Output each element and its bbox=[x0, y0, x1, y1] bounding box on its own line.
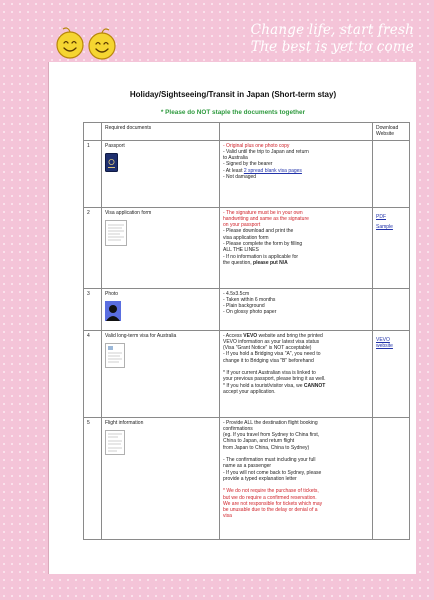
sample-download-link[interactable]: Sample bbox=[376, 223, 393, 230]
row-number: 2 bbox=[84, 207, 102, 288]
form-document-icon bbox=[105, 220, 127, 246]
detail-line: provide a typed explanation letter bbox=[223, 475, 297, 482]
detail-line: VEVO information as your latest visa status bbox=[223, 338, 320, 345]
document-name-label: Passport bbox=[105, 142, 125, 149]
detail-line: accept your application. bbox=[223, 388, 276, 395]
detail-line: (eg. If you travel from Sydney to China first, bbox=[223, 432, 320, 439]
detail-line: - If you hold a Bridging visa "A", you need to bbox=[223, 351, 321, 358]
detail-line: on your passport bbox=[223, 222, 261, 229]
detail-line: - Taken within 6 months bbox=[223, 296, 276, 303]
table-row-visa-form bbox=[84, 207, 410, 288]
table-row-passport bbox=[84, 140, 410, 207]
required-documents-table bbox=[83, 122, 410, 540]
download-cell bbox=[373, 417, 410, 539]
detail-line: from Japan to China, China to Sydney) bbox=[223, 444, 310, 451]
detail-line: to Australia bbox=[223, 155, 248, 162]
row-number: 5 bbox=[84, 417, 102, 539]
detail-line: China to Japan, and return flight bbox=[223, 438, 295, 445]
detail-line: - Please complete the form by filling bbox=[223, 241, 303, 248]
detail-line bbox=[223, 260, 369, 266]
table-header-row bbox=[84, 123, 410, 141]
document-name bbox=[102, 417, 220, 539]
banner-slogan bbox=[251, 22, 414, 56]
detail-bold-text: please put N/A bbox=[253, 259, 288, 266]
slogan-line-1: Change life, start fresh bbox=[250, 22, 414, 38]
detail-line: visa application form bbox=[223, 234, 269, 241]
portrait-photo-icon bbox=[105, 301, 121, 321]
document-name bbox=[102, 207, 220, 288]
document-name-label: Flight information bbox=[105, 419, 144, 426]
detail-line: - Provide ALL the destination flight booking bbox=[223, 419, 318, 426]
table-row-photo bbox=[84, 288, 410, 330]
header-download-website: Download Website bbox=[373, 123, 410, 141]
detail-line: - Original plus one photo copy bbox=[223, 142, 290, 149]
table-row-australia-visa bbox=[84, 330, 410, 417]
detail-line: (Visa "Grant Notice" is NOT acceptable) bbox=[223, 345, 312, 352]
detail-line: * We do not require the purchase of tickets, bbox=[223, 488, 319, 495]
detail-text: - Access bbox=[223, 332, 242, 339]
detail-line: - Signed by the bearer bbox=[223, 161, 273, 168]
detail-line: - Not damaged bbox=[223, 174, 257, 181]
detail-line: - 4.5x3.5cm bbox=[223, 290, 250, 297]
detail-line: We are not responsible for tickets which may bbox=[223, 500, 323, 507]
page-title: Holiday/Sightseeing/Transit in Japan (Short-term stay) bbox=[129, 90, 337, 99]
detail-bold-text: VEVO bbox=[243, 332, 258, 339]
document-name-label: Valid long-term visa for Australia bbox=[105, 332, 177, 339]
detail-bold-text: CANNOT bbox=[303, 382, 326, 389]
visa-notice-icon bbox=[105, 343, 125, 368]
blank-visa-pages-link[interactable]: 2 spread blank visa pages bbox=[243, 167, 302, 174]
detail-line: your previous passport, please bring it as well. bbox=[223, 376, 326, 383]
detail-line: handwriting and same as the signature bbox=[223, 215, 309, 222]
header-number bbox=[84, 123, 102, 141]
download-cell bbox=[373, 140, 410, 207]
detail-line: ALL THE LINES bbox=[223, 247, 259, 254]
document-name-label: Photo bbox=[105, 290, 119, 297]
detail-line: - Please download and print the bbox=[223, 228, 294, 235]
row-number: 4 bbox=[84, 330, 102, 417]
document-details bbox=[220, 330, 373, 417]
staple-notice: * Please do NOT staple the documents together bbox=[160, 109, 306, 116]
detail-line: be unusable due to the delay or denial of a bbox=[223, 507, 318, 514]
document-name bbox=[102, 330, 220, 417]
detail-line: visa bbox=[223, 513, 232, 520]
pdf-download-link[interactable]: PDF bbox=[376, 213, 386, 220]
download-cell bbox=[373, 330, 410, 417]
detail-line: - If you will not come back to Sydney, please bbox=[223, 469, 322, 476]
vevo-website-link[interactable]: VEVO website bbox=[376, 336, 393, 349]
detail-line: - The confirmation must including your full bbox=[223, 457, 316, 464]
document-name bbox=[102, 140, 220, 207]
download-cell bbox=[373, 288, 410, 330]
flight-booking-icon bbox=[105, 430, 125, 455]
detail-text: website and bring the printed bbox=[258, 332, 323, 339]
row-number: 3 bbox=[84, 288, 102, 330]
row-number: 1 bbox=[84, 140, 102, 207]
document-name-label: Visa application form bbox=[105, 209, 152, 216]
download-cell bbox=[373, 207, 410, 288]
detail-line: - Valid until the trip to Japan and return bbox=[223, 148, 309, 155]
detail-line: - On glossy photo paper bbox=[223, 309, 277, 316]
detail-line: but we do require a confirmed reservation. bbox=[223, 494, 317, 501]
detail-text: the question, bbox=[223, 259, 252, 266]
detail-line: change it to Bridging visa "B" beforehand bbox=[223, 357, 314, 364]
document-details bbox=[220, 140, 373, 207]
detail-line: - The signature must be in your own bbox=[223, 209, 303, 216]
document-details bbox=[220, 417, 373, 539]
document-page bbox=[48, 62, 416, 574]
document-name bbox=[102, 288, 220, 330]
header-details bbox=[220, 123, 373, 141]
passport-icon bbox=[105, 153, 118, 172]
table-row-flight-info bbox=[84, 417, 410, 539]
smiley-faces-icon bbox=[50, 26, 130, 62]
detail-line: - Plain background bbox=[223, 303, 265, 310]
slogan-line-2: The best is yet to come bbox=[250, 39, 414, 55]
header-required-documents: Required documents bbox=[102, 123, 220, 141]
detail-line: confirmations bbox=[223, 425, 253, 432]
detail-line: name as a passenger bbox=[223, 463, 272, 470]
detail-text: - At least bbox=[223, 167, 243, 174]
document-details bbox=[220, 288, 373, 330]
detail-line: - If no information is applicable for bbox=[223, 253, 299, 260]
detail-text: * If you hold a tourist/visitor visa, we bbox=[223, 382, 303, 389]
detail-line: * If your current Australian visa is linked to bbox=[223, 370, 316, 377]
document-details bbox=[220, 207, 373, 288]
